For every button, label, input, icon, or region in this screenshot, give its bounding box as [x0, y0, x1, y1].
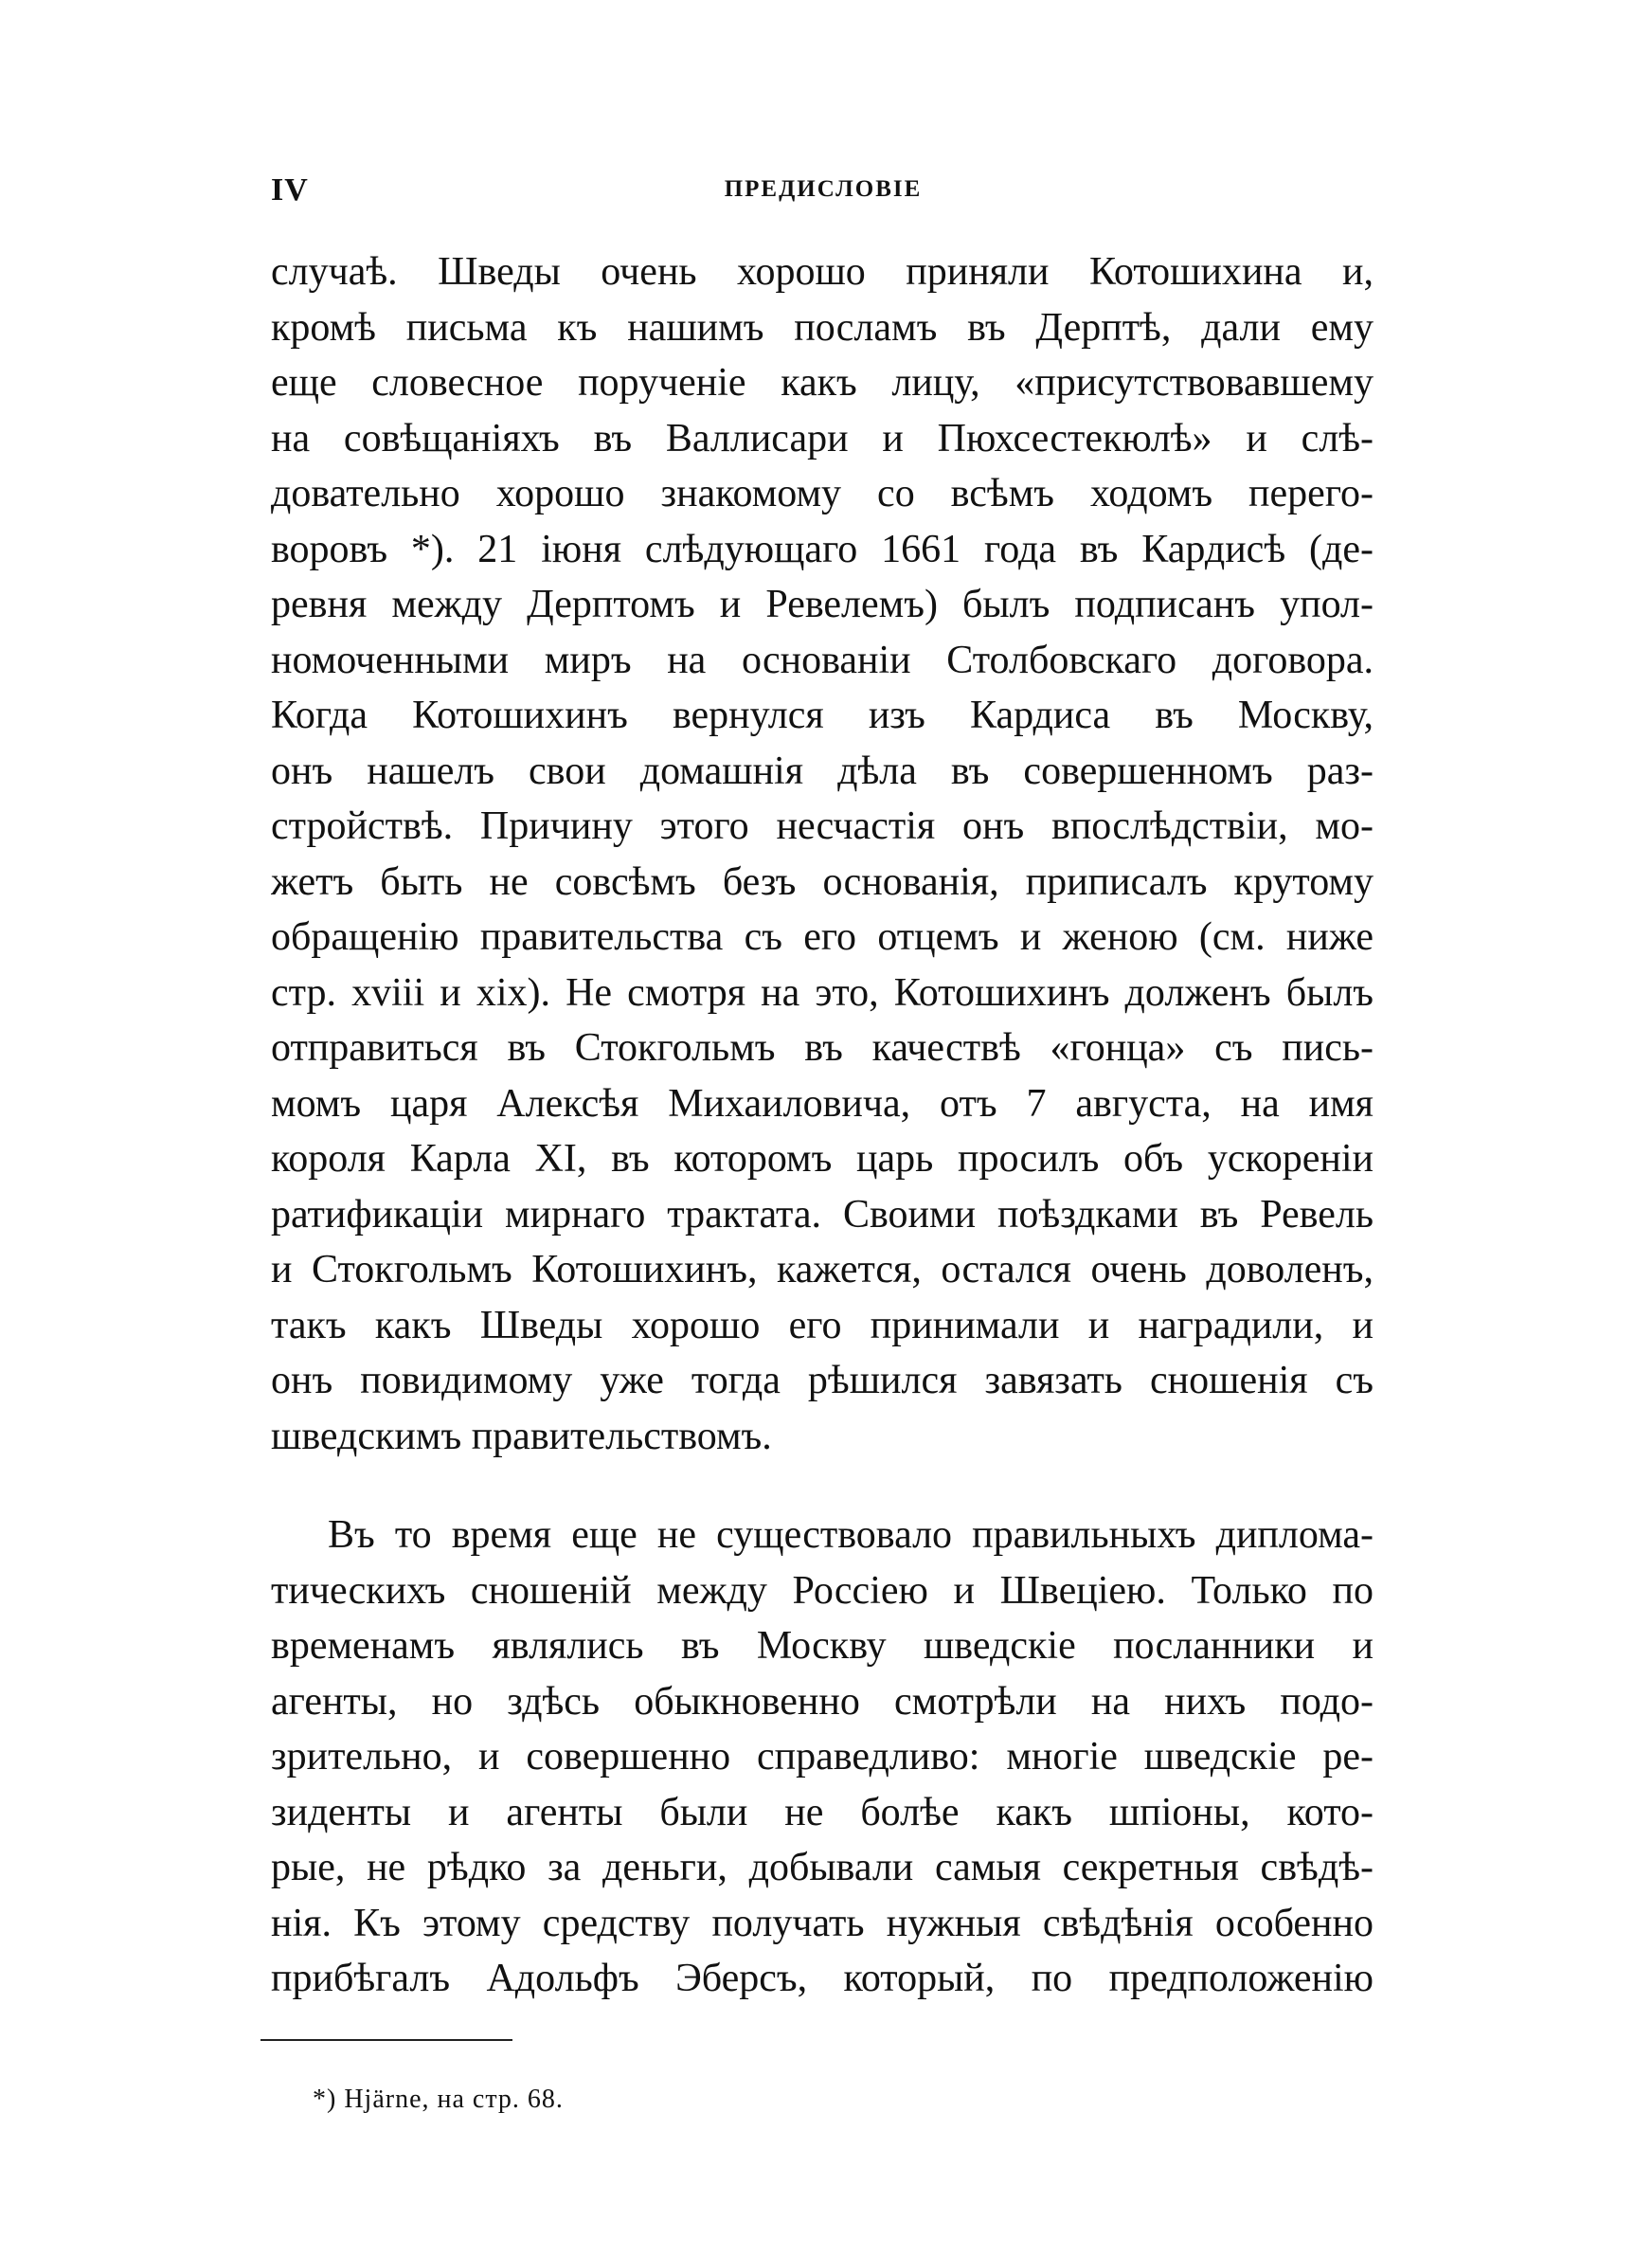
- text-line: прибѣгалъ Адольфъ Эберсъ, который, по предположенію: [271, 1957, 1374, 2000]
- text-line: кромѣ письма къ нашимъ посламъ въ Дерптѣ, дали ему: [271, 305, 1374, 350]
- text-line: Въ то время еще не существовало правильныхъ диплома-: [328, 1513, 1374, 1557]
- paragraph-1: [271, 244, 1374, 1464]
- text-line: момъ царя Алексѣя Михаиловича, отъ 7 августа, на имя: [271, 1081, 1374, 1126]
- text-line: жетъ быть не совсѣмъ безъ основанія, приписалъ крутому: [271, 859, 1374, 904]
- running-title: ПРЕДИСЛОВІЕ: [724, 176, 923, 202]
- text-line: рые, не рѣдко за деньги, добывали самыя секретныя свѣдѣ-: [271, 1846, 1374, 1889]
- text-line: стр. xviii и xix). Не смотря на это, Котошихинъ долженъ былъ: [271, 970, 1374, 1015]
- text-line: на совѣщаніяхъ въ Валлисари и Пюхсестекюлѣ» и слѣ-: [271, 416, 1374, 460]
- text-line: обращенію правительства съ его отцемъ и женою (см. ниже: [271, 915, 1374, 959]
- text-line: воровъ *). 21 іюня слѣдующаго 1661 года въ Кардисѣ (де-: [271, 527, 1374, 571]
- footnote: *) Hjärne, на стр. 68.: [313, 2085, 564, 2114]
- text-line: агенты, но здѣсь обыкновенно смотрѣли на нихъ подо-: [271, 1679, 1374, 1724]
- text-line: еще словесное порученіе какъ лицу, «присутствовавшему: [271, 361, 1374, 405]
- body-text: [271, 244, 1374, 2007]
- text-line: короля Карла XI, въ которомъ царь просилъ объ ускореніи: [271, 1137, 1374, 1181]
- paragraph-2: [271, 1508, 1374, 2007]
- text-line: отправиться въ Стокгольмъ въ качествѣ «гонца» съ пись-: [271, 1026, 1374, 1070]
- text-line: тическихъ сношеній между Россіею и Швеціею. Только по: [271, 1568, 1374, 1613]
- text-line: шведскимъ правительствомъ.: [271, 1414, 772, 1458]
- text-line: довательно хорошо знакомому со всѣмъ ходомъ перего-: [271, 472, 1374, 515]
- text-line: номоченными миръ на основаніи Столбовскаго договора.: [271, 638, 1374, 682]
- text-line: ратификаціи мирнаго трактата. Своими поѣздками въ Ревель: [271, 1192, 1374, 1237]
- text-line: зиденты и агенты были не болѣе какъ шпіоны, кото-: [271, 1790, 1374, 1834]
- text-line: и Стокгольмъ Котошихинъ, кажется, остался очень доволенъ,: [271, 1248, 1374, 1291]
- page-number: IV: [271, 172, 309, 208]
- text-line: зрительно, и совершенно справедливо: многіе шведскіе ре-: [271, 1735, 1374, 1779]
- running-head: [271, 172, 1375, 210]
- text-line: онъ нашелъ свои домашнія дѣла въ совершенномъ раз-: [271, 749, 1374, 793]
- text-line: Когда Котошихинъ вернулся изъ Кардиса въ Москву,: [271, 694, 1374, 737]
- text-line: случаѣ. Шведы очень хорошо приняли Котошихина и,: [271, 250, 1374, 294]
- text-line: нія. Къ этому средству получать нужныя свѣдѣнія особенно: [271, 1901, 1374, 1945]
- text-line: такъ какъ Шведы хорошо его принимали и наградили, и: [271, 1303, 1374, 1347]
- text-line: временамъ являлись въ Москву шведскіе посланники и: [271, 1624, 1374, 1668]
- paragraph-gap: [271, 1464, 1374, 1508]
- footnote-rule: [260, 2039, 512, 2041]
- text-line: онъ повидимому уже тогда рѣшился завязать сношенія съ: [271, 1359, 1374, 1402]
- text-line: ревня между Дерптомъ и Ревелемъ) былъ подписанъ упол-: [271, 583, 1374, 626]
- text-line: стройствѣ. Причину этого несчастія онъ впослѣдствіи, мо-: [271, 804, 1374, 848]
